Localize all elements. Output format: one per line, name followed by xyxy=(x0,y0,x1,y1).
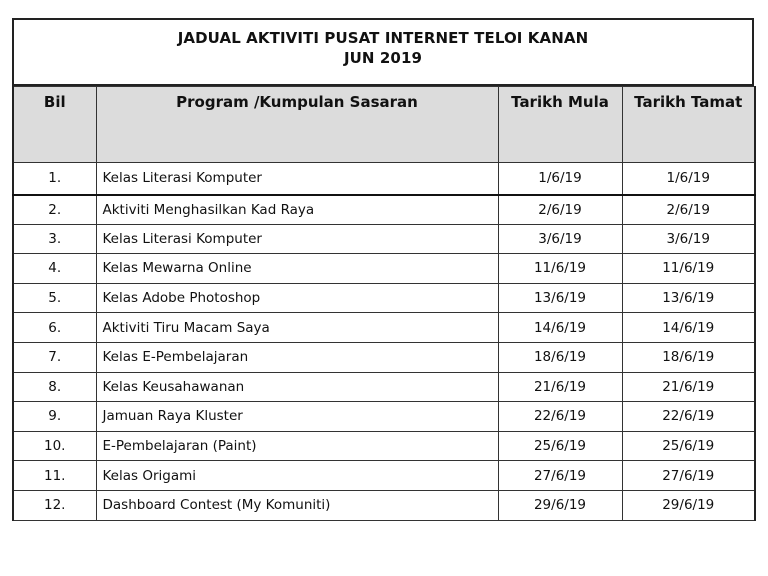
cell-program: Kelas Literasi Komputer xyxy=(96,224,498,254)
cell-program: Kelas Keusahawanan xyxy=(96,372,498,402)
cell-tarikh-mula: 13/6/19 xyxy=(498,283,622,313)
header-row xyxy=(13,87,755,163)
table-row xyxy=(13,402,755,432)
table-row xyxy=(13,163,755,195)
cell-bil: 5. xyxy=(13,283,96,313)
cell-program: Kelas Adobe Photoshop xyxy=(96,283,498,313)
cell-bil: 2. xyxy=(13,195,96,225)
table-row xyxy=(13,431,755,461)
cell-tarikh-mula: 3/6/19 xyxy=(498,224,622,254)
cell-tarikh-tamat: 3/6/19 xyxy=(622,224,755,254)
document-title: JADUAL AKTIVITI PUSAT INTERNET TELOI KANAN xyxy=(177,29,589,47)
cell-tarikh-mula: 29/6/19 xyxy=(498,490,622,520)
cell-tarikh-tamat: 18/6/19 xyxy=(622,342,755,372)
cell-bil: 3. xyxy=(13,224,96,254)
cell-tarikh-mula: 1/6/19 xyxy=(498,163,622,195)
table-row xyxy=(13,372,755,402)
cell-tarikh-mula: 11/6/19 xyxy=(498,254,622,284)
table-row xyxy=(13,195,755,225)
cell-program: Aktiviti Tiru Macam Saya xyxy=(96,313,498,343)
cell-tarikh-mula: 27/6/19 xyxy=(498,461,622,491)
document-subtitle: JUN 2019 xyxy=(343,49,423,67)
cell-tarikh-tamat: 11/6/19 xyxy=(622,254,755,284)
cell-tarikh-mula: 25/6/19 xyxy=(498,431,622,461)
header-bil: Bil xyxy=(13,87,96,163)
cell-bil: 10. xyxy=(13,431,96,461)
cell-program: Kelas Mewarna Online xyxy=(96,254,498,284)
table-body xyxy=(13,163,755,521)
table-row xyxy=(13,490,755,520)
cell-bil: 11. xyxy=(13,461,96,491)
cell-tarikh-tamat: 22/6/19 xyxy=(622,402,755,432)
title-block xyxy=(12,18,754,86)
cell-tarikh-tamat: 2/6/19 xyxy=(622,195,755,225)
cell-bil: 8. xyxy=(13,372,96,402)
cell-bil: 9. xyxy=(13,402,96,432)
cell-program: Kelas Literasi Komputer xyxy=(96,163,498,195)
cell-tarikh-tamat: 21/6/19 xyxy=(622,372,755,402)
cell-tarikh-tamat: 27/6/19 xyxy=(622,461,755,491)
cell-bil: 4. xyxy=(13,254,96,284)
cell-tarikh-mula: 22/6/19 xyxy=(498,402,622,432)
cell-bil: 7. xyxy=(13,342,96,372)
cell-tarikh-mula: 14/6/19 xyxy=(498,313,622,343)
table-row xyxy=(13,313,755,343)
cell-program: Dashboard Contest (My Komuniti) xyxy=(96,490,498,520)
cell-tarikh-mula: 21/6/19 xyxy=(498,372,622,402)
cell-tarikh-tamat: 14/6/19 xyxy=(622,313,755,343)
activity-schedule-sheet xyxy=(12,18,754,521)
cell-tarikh-tamat: 25/6/19 xyxy=(622,431,755,461)
cell-program: Kelas E-Pembelajaran xyxy=(96,342,498,372)
cell-tarikh-mula: 2/6/19 xyxy=(498,195,622,225)
header-program: Program /Kumpulan Sasaran xyxy=(96,87,498,163)
cell-bil: 12. xyxy=(13,490,96,520)
table-row xyxy=(13,283,755,313)
cell-tarikh-tamat: 1/6/19 xyxy=(622,163,755,195)
header-tarikh-tamat: Tarikh Tamat xyxy=(622,87,755,163)
table-row xyxy=(13,342,755,372)
cell-bil: 6. xyxy=(13,313,96,343)
cell-tarikh-mula: 18/6/19 xyxy=(498,342,622,372)
table-row xyxy=(13,254,755,284)
table-row xyxy=(13,224,755,254)
table-header xyxy=(13,87,755,163)
table-row xyxy=(13,461,755,491)
cell-program: Jamuan Raya Kluster xyxy=(96,402,498,432)
cell-program: E-Pembelajaran (Paint) xyxy=(96,431,498,461)
cell-program: Kelas Origami xyxy=(96,461,498,491)
header-tarikh-mula: Tarikh Mula xyxy=(498,87,622,163)
cell-bil: 1. xyxy=(13,163,96,195)
schedule-table xyxy=(12,86,756,521)
cell-tarikh-tamat: 29/6/19 xyxy=(622,490,755,520)
cell-program: Aktiviti Menghasilkan Kad Raya xyxy=(96,195,498,225)
cell-tarikh-tamat: 13/6/19 xyxy=(622,283,755,313)
